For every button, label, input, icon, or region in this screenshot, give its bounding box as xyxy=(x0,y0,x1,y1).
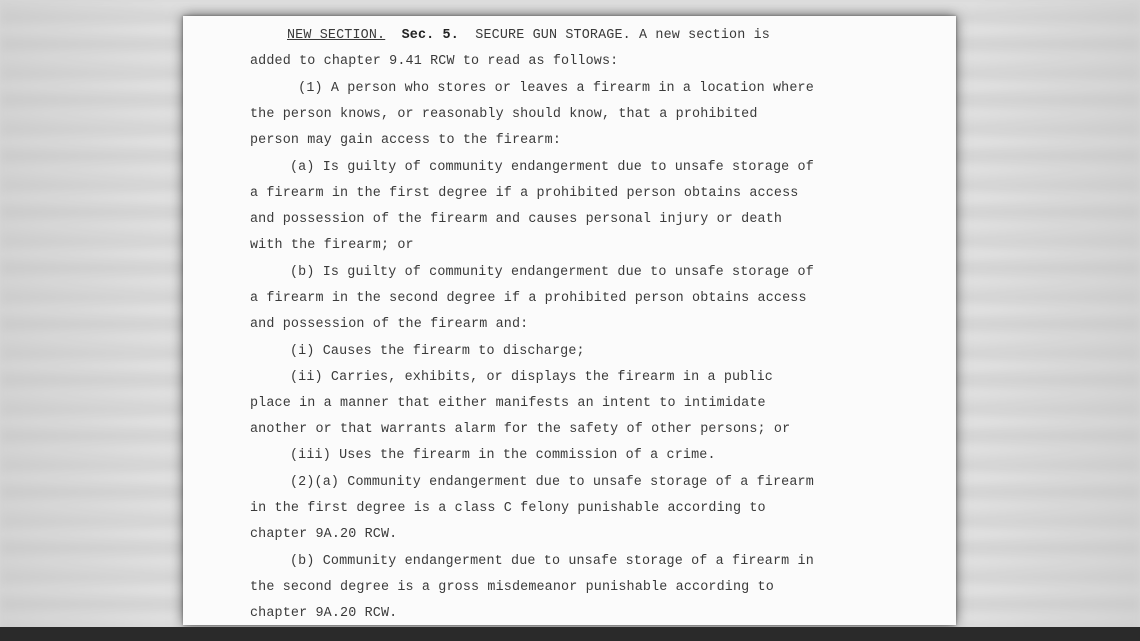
section-number: Sec. 5. xyxy=(401,28,459,43)
document-line: (a) Is guilty of community endangerment due to unsafe storage of xyxy=(290,160,814,175)
section-heading xyxy=(287,27,770,45)
document-line: in the first degree is a class C felony punishable according to xyxy=(250,501,766,516)
document-line: added to chapter 9.41 RCW to read as follows: xyxy=(250,54,619,69)
document-line: (b) Community endangerment due to unsafe storage of a firearm in xyxy=(290,554,814,569)
document-line: (2)(a) Community endangerment due to unsafe storage of a firearm xyxy=(290,475,814,490)
document-page xyxy=(183,16,956,625)
document-line: and possession of the firearm and: xyxy=(250,317,529,332)
document-line: (iii) Uses the firearm in the commission of a crime. xyxy=(290,448,716,463)
document-line: person may gain access to the firearm: xyxy=(250,133,562,148)
document-line: (1) A person who stores or leaves a firearm in a location where xyxy=(290,81,814,96)
document-line: chapter 9A.20 RCW. xyxy=(250,527,398,542)
document-line: (i) Causes the firearm to discharge; xyxy=(290,344,585,359)
document-line: a firearm in the second degree if a prohibited person obtains access xyxy=(250,291,807,306)
section-title: SECURE GUN STORAGE. A new section is xyxy=(475,28,770,43)
document-line: a firearm in the first degree if a prohibited person obtains access xyxy=(250,186,799,201)
document-line: chapter 9A.20 RCW. xyxy=(250,606,398,621)
document-line: place in a manner that either manifests an intent to intimidate xyxy=(250,396,766,411)
document-line: the person knows, or reasonably should know, that a prohibited xyxy=(250,107,758,122)
document-line: another or that warrants alarm for the safety of other persons; or xyxy=(250,422,791,437)
document-line: and possession of the firearm and causes personal injury or death xyxy=(250,212,783,227)
document-line: (ii) Carries, exhibits, or displays the firearm in a public xyxy=(290,370,773,385)
bottom-bar xyxy=(0,627,1140,641)
document-line: with the firearm; or xyxy=(250,238,414,253)
document-line: the second degree is a gross misdemeanor punishable according to xyxy=(250,580,774,595)
document-line: (b) Is guilty of community endangerment due to unsafe storage of xyxy=(290,265,814,280)
new-section-label: NEW SECTION. xyxy=(287,28,386,43)
